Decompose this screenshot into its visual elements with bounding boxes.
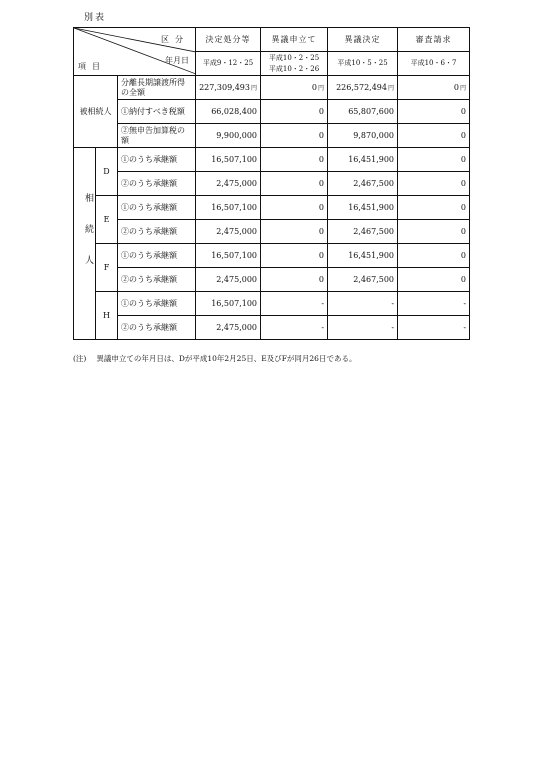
cell-value: 16,507,100 bbox=[196, 196, 261, 220]
page-label: 別表 bbox=[84, 13, 107, 23]
table-row bbox=[74, 316, 470, 340]
data-table bbox=[73, 27, 470, 340]
col-date-decision: 平成9・12・25 bbox=[196, 52, 261, 76]
cell-value: - bbox=[398, 316, 470, 340]
header-row bbox=[74, 28, 470, 52]
col-date-objection-1: 平成10・2・25 bbox=[268, 53, 320, 62]
heirs-label: 相続人 bbox=[74, 148, 96, 340]
cell-value: - bbox=[261, 316, 328, 340]
table-row bbox=[74, 124, 470, 148]
cell-value: 0 bbox=[261, 148, 328, 172]
cell-value: 0 bbox=[261, 220, 328, 244]
cell-value: 2,475,000 bbox=[196, 172, 261, 196]
cell-value: 0 bbox=[261, 172, 328, 196]
yen-unit: 円 bbox=[318, 85, 325, 92]
cell-value: 2,475,000 bbox=[196, 268, 261, 292]
heir-name-h: H bbox=[96, 292, 118, 340]
row-item: ①のうち承継額 bbox=[118, 196, 196, 220]
cell-value: 2,467,500 bbox=[328, 172, 398, 196]
corner-cell bbox=[74, 28, 196, 76]
cell-value: 65,807,600 bbox=[328, 100, 398, 124]
col-head-objection: 異議申立て bbox=[261, 28, 328, 52]
cell-value: 0 bbox=[261, 100, 328, 124]
row-item: ①のうち承継額 bbox=[118, 244, 196, 268]
cell-value: 9,900,000 bbox=[196, 124, 261, 148]
yen-unit: 円 bbox=[388, 85, 395, 92]
cell-value: 2,467,500 bbox=[328, 268, 398, 292]
cell-value: 0 bbox=[398, 100, 470, 124]
row-item: ①納付すべき税額 bbox=[118, 100, 196, 124]
cell-value: 0 bbox=[261, 124, 328, 148]
table-row bbox=[74, 148, 470, 172]
col-head-decision: 決定処分等 bbox=[196, 28, 261, 52]
table-row bbox=[74, 196, 470, 220]
cell-value: 0 bbox=[398, 268, 470, 292]
col-head-objection-decision: 異議決定 bbox=[328, 28, 398, 52]
cell-value: 2,467,500 bbox=[328, 220, 398, 244]
row-item: ②のうち承継額 bbox=[118, 220, 196, 244]
cell-value: 0 bbox=[398, 172, 470, 196]
cell-value: 66,028,400 bbox=[196, 100, 261, 124]
corner-category-label: 区分 bbox=[161, 35, 190, 44]
table-row bbox=[74, 268, 470, 292]
cell-value: 9,870,000 bbox=[328, 124, 398, 148]
heir-name-d: D bbox=[96, 148, 118, 196]
decedent-label: 被相続人 bbox=[74, 76, 118, 148]
cell-value: $227,309,493^円$ bbox=[196, 76, 261, 100]
cell-value: 0 bbox=[261, 268, 328, 292]
yen-unit: 円 bbox=[251, 85, 258, 92]
cell-value: - bbox=[328, 292, 398, 316]
cell-value: $0^円$ bbox=[261, 76, 328, 100]
heir-name-f: F bbox=[96, 244, 118, 292]
table-row bbox=[74, 172, 470, 196]
cell-value: 0 bbox=[261, 196, 328, 220]
col-date-objection bbox=[261, 52, 328, 76]
table-row bbox=[74, 76, 470, 100]
row-item: ②のうち承継額 bbox=[118, 268, 196, 292]
row-item: ②のうち承継額 bbox=[118, 172, 196, 196]
table-row bbox=[74, 100, 470, 124]
cell-value: $0^円$ bbox=[398, 76, 470, 100]
cell-value: 16,507,100 bbox=[196, 244, 261, 268]
footnote-text: 異議申立ての年月日は、Dが平成10年2月25日、E及びFが同月26日である。 bbox=[96, 354, 357, 363]
footnote bbox=[73, 353, 356, 364]
row-item: 分離長期譲渡所得の全額 bbox=[118, 76, 196, 100]
cell-value: 0 bbox=[261, 244, 328, 268]
cell-value: $226,572,494^円$ bbox=[328, 76, 398, 100]
row-item: ②のうち承継額 bbox=[118, 316, 196, 340]
cell-value: 16,451,900 bbox=[328, 148, 398, 172]
corner-item-label: 項目 bbox=[78, 62, 106, 71]
cell-value: 0 bbox=[398, 148, 470, 172]
cell-value: 16,451,900 bbox=[328, 244, 398, 268]
cell-value: 16,507,100 bbox=[196, 148, 261, 172]
cell-value: 0 bbox=[398, 244, 470, 268]
corner-date-label: 年月日 bbox=[165, 56, 190, 65]
table-row bbox=[74, 292, 470, 316]
cell-value: 16,451,900 bbox=[328, 196, 398, 220]
col-date-objection-decision: 平成10・5・25 bbox=[328, 52, 398, 76]
cell-value: - bbox=[398, 292, 470, 316]
col-head-review-request: 審査請求 bbox=[398, 28, 470, 52]
table-row bbox=[74, 244, 470, 268]
row-item: ①のうち承継額 bbox=[118, 148, 196, 172]
table-row bbox=[74, 220, 470, 244]
cell-value: 0 bbox=[398, 124, 470, 148]
cell-value: 16,507,100 bbox=[196, 292, 261, 316]
footnote-label: (注) bbox=[73, 354, 87, 363]
col-date-objection-2: 平成10・2・26 bbox=[268, 64, 320, 73]
col-date-review-request: 平成10・6・7 bbox=[398, 52, 470, 76]
cell-value: 2,475,000 bbox=[196, 316, 261, 340]
heir-name-e: E bbox=[96, 196, 118, 244]
cell-value: 0 bbox=[398, 196, 470, 220]
cell-value: - bbox=[328, 316, 398, 340]
yen-unit: 円 bbox=[460, 85, 467, 92]
cell-value: - bbox=[261, 292, 328, 316]
cell-value: 2,475,000 bbox=[196, 220, 261, 244]
cell-value: 0 bbox=[398, 220, 470, 244]
row-item: ②無申告加算税の額 bbox=[118, 124, 196, 148]
row-item: ①のうち承継額 bbox=[118, 292, 196, 316]
